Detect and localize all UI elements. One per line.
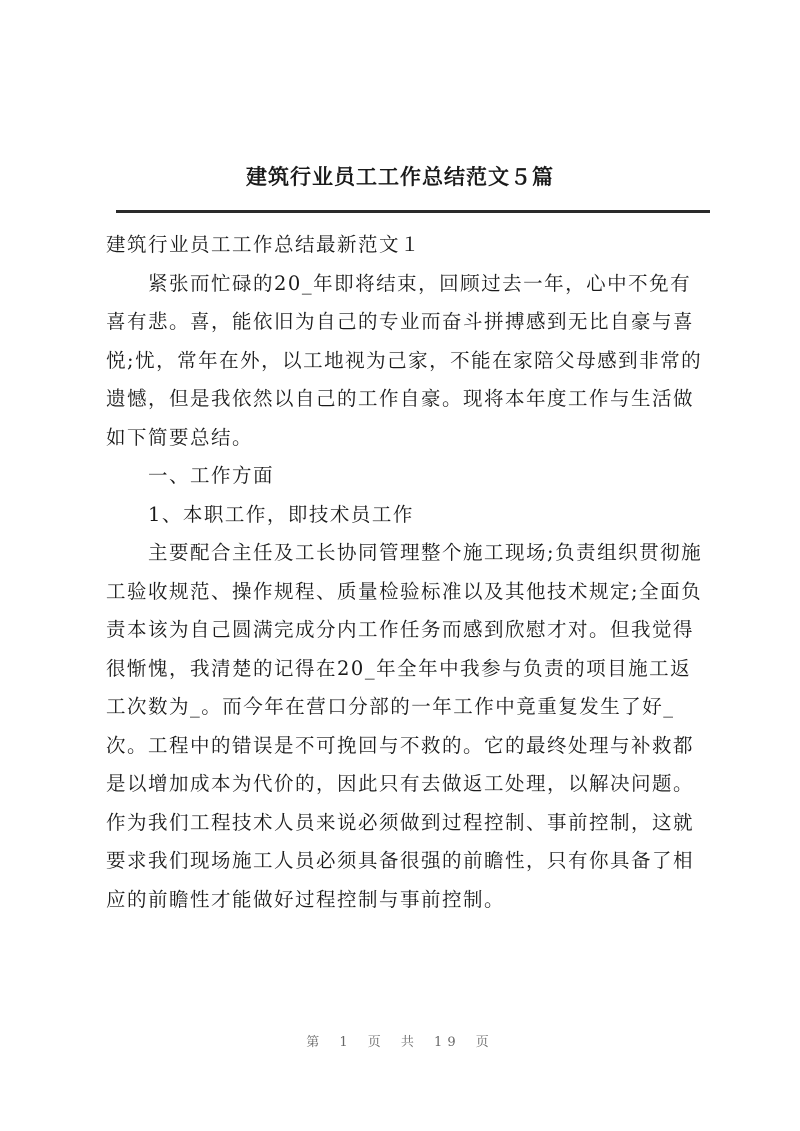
heading-work-aspect: 一、工作方面 bbox=[148, 464, 275, 487]
title-divider bbox=[116, 210, 710, 213]
paragraph-main-duties: 主要配合主任及工长协同管理整个施工现场;负责组织贯彻施工验收规范、操作规程、质量检验标准以及其他技术规定;全面负责本该为自己圆满完成分内工作任务而感到欣慰才对。但我觉得很惭愧，我清楚的记得在20_年全年中我参与负责的项目施工返工次数为_。而今年在营口分部的一年工作中竟重复发生了好_次。工程中的错误是不可挽回与不救的。它的最终处理与补救都是以增加成本为代价的，因此只有去做返工处理，以解决问题。作为我们工程技术人员来说必须做到过程控制、事前控制，这就要求我们现场施工人员必须具备很强的前瞻性，只有你具备了相应的前瞻性才能做好过程控制与事前控制。 bbox=[106, 541, 703, 911]
subheading-technician-work: 1、本职工作，即技术员工作 bbox=[148, 502, 414, 526]
paragraph-intro: 紧张而忙碌的20_年即将结束，回顾过去一年，心中不免有喜有悲。喜，能依旧为自己的专业而奋斗拼搏感到无比自豪与喜悦;忧，常年在外，以工地视为己家，不能在家陪父母感到非常的遗憾，但是我依然以自己的工作自豪。现将本年度工作与生活做如下简要总结。 bbox=[106, 271, 703, 449]
document-body bbox=[106, 226, 712, 919]
document-title: 建筑行业员工工作总结范文５篇 bbox=[246, 164, 554, 189]
page-number-footer: 第 1 页 共 19 页 bbox=[306, 1035, 494, 1050]
section-heading: 建筑行业员工工作总结最新范文１ bbox=[106, 233, 422, 256]
